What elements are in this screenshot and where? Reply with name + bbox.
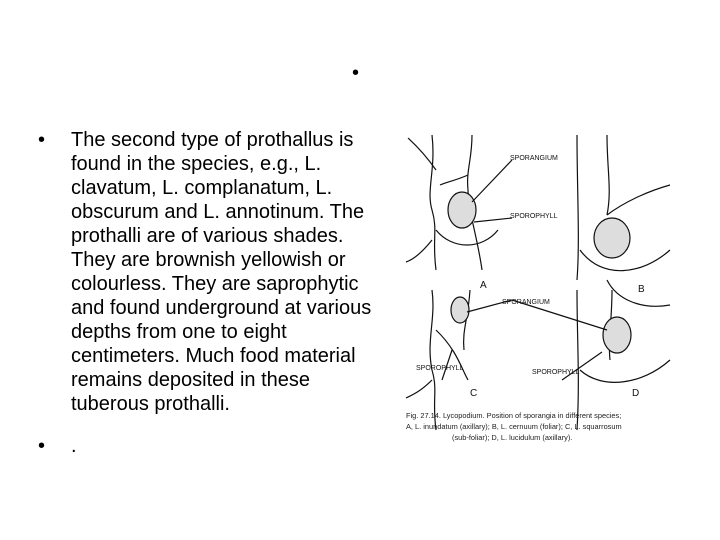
label-sporangium-2: SPORANGIUM (502, 299, 550, 306)
bullet-text: The second type of prothallus is found in the species, e.g., L. clavatum, L. complanatum, L. obscurum and L. annotinum. The prothalli are of various shades. They are brownish yellowish or colourless. They are saprophytic and found underground at various depths from one to eight centimeters. Much food material remains deposited in these tuberous prothalli. (71, 129, 372, 415)
panel-label-b: B (638, 284, 645, 295)
label-sporophyll-1: SPOROPHYLL (510, 213, 558, 220)
bullet-marker: • (38, 129, 46, 151)
figure-caption-line-3: (sub-foliar); D, L. lucidulum (axillary). (452, 433, 573, 442)
panel-label-c: C (470, 388, 478, 399)
label-sporophyll-3: SPOROPHYLL (532, 369, 580, 376)
bullet-text: . (71, 435, 77, 457)
label-sporangium-1: SPORANGIUM (510, 155, 558, 162)
panel-label-a: A (480, 280, 487, 291)
title-marker: • (352, 62, 360, 84)
sporangia-figure (402, 130, 680, 460)
bullet-item-2 (38, 434, 378, 458)
panel-label-d: D (632, 388, 640, 399)
bullet-list (38, 128, 378, 458)
label-sporophyll-2: SPOROPHYLL (416, 365, 464, 372)
figure-caption-line-1: Fig. 27.14. Lycopodium. Position of sporangia in different species; (406, 411, 622, 420)
sporangia-illustration (402, 130, 680, 460)
bullet-item-1 (38, 128, 378, 416)
bullet-marker: • (38, 435, 46, 457)
figure-caption-line-2: A, L. inundatum (axillary); B, L. cernuum (foliar); C, L. squarrosum (406, 422, 622, 431)
